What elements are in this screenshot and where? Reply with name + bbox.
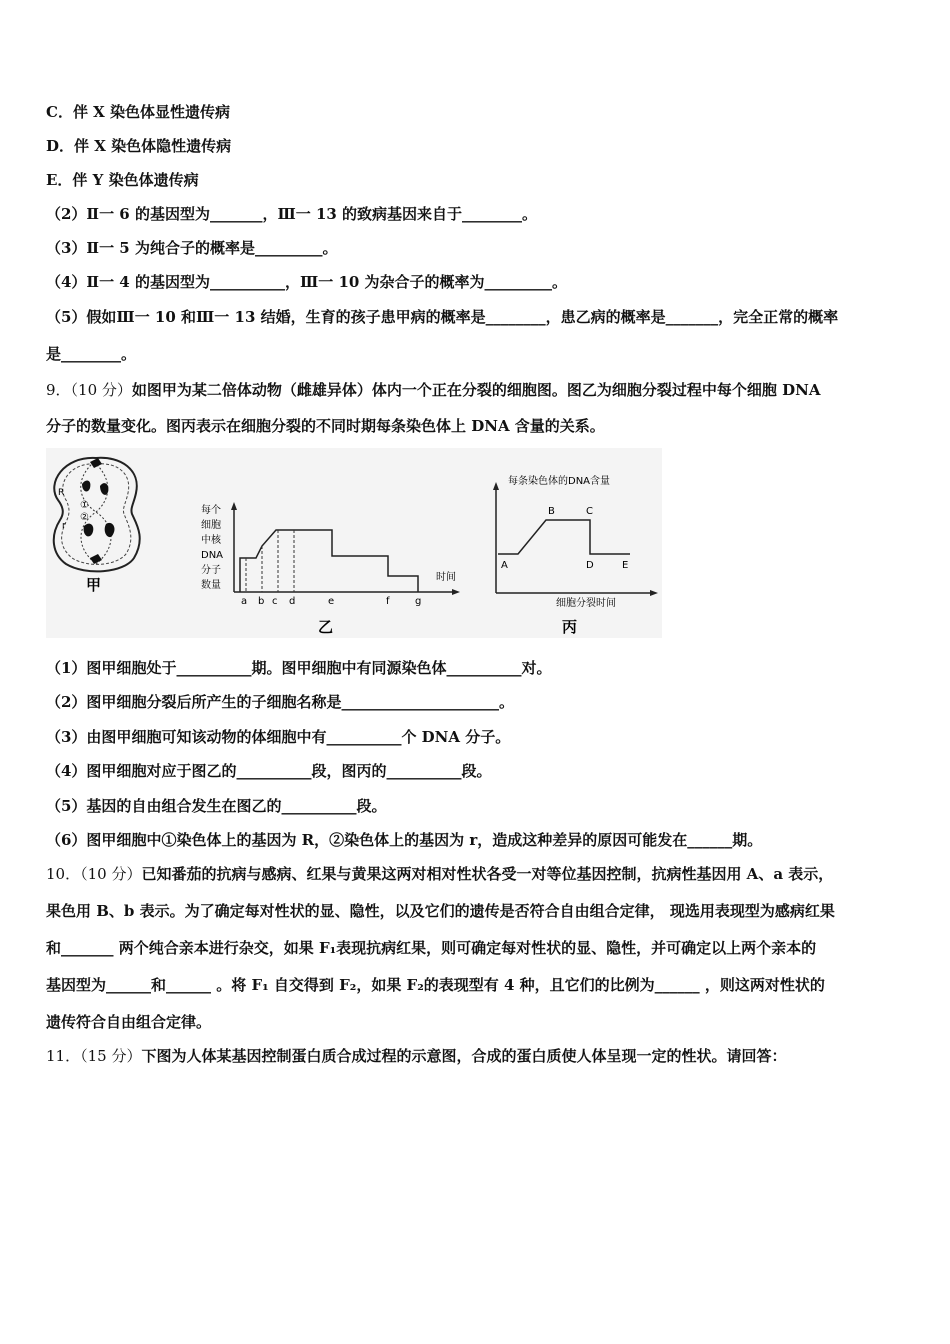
q11-line1 (46, 1046, 786, 1066)
yi-tick-f: f (386, 596, 390, 607)
yi-tick-b: b (258, 596, 265, 607)
label-bing: 丙 (562, 618, 578, 636)
q8-part5-line2: 是________。 (46, 345, 137, 363)
yi-tick-e: e (328, 596, 335, 607)
yi-tick-g: g (415, 596, 422, 607)
option-d: D．伴 X 染色体隐性遗传病 (46, 137, 232, 155)
q11-number: 11．（15 分） (46, 1047, 142, 1065)
q9-part3: （3）由图甲细胞可知该动物的体细胞中有__________个 DNA 分子。 (46, 728, 511, 746)
yi-ylabel-6: 数量 (201, 580, 221, 591)
label-yi: 乙 (318, 618, 334, 636)
label-jia: 甲 (86, 576, 102, 594)
q10-line5: 遗传符合自由组合定律。 (46, 1013, 212, 1031)
option-c: C．伴 X 染色体显性遗传病 (46, 103, 231, 121)
yi-ylabel-4: DNA (201, 550, 224, 561)
bing-ylabel: 每条染色体的DNA含量 (508, 476, 611, 487)
q9-stem-line1 (46, 380, 821, 400)
bing-point-c: C (586, 506, 593, 517)
q9-part1: （1）图甲细胞处于__________期。图甲细胞中有同源染色体__________对。 (46, 659, 552, 677)
q8-part5-line1: （5）假如Ⅲ一 10 和Ⅲ一 13 结婚，生育的孩子患甲病的概率是________，患乙病的概率是_______，完全正常的概率 (46, 308, 839, 326)
q10-line4: 基因型为______和______ 。将 F₁ 自交得到 F₂，如果 F₂的表现型有 4 种，且它们的比例为______ ，则这两对性状的 (46, 976, 825, 994)
bing-point-e: E (622, 560, 629, 571)
yi-tick-a: a (241, 596, 248, 607)
yi-xlabel: 时间 (436, 572, 456, 583)
q10-line2: 果色用 B、b 表示。为了确定每对性状的显、隐性，以及它们的遗传是否符合自由组合定律， 现选用表现型为感病红果 (46, 902, 835, 920)
q10-line1 (46, 864, 833, 884)
yi-tick-d: d (289, 596, 296, 607)
yi-ylabel-2: 细胞 (201, 520, 221, 531)
q9-part4: （4）图甲细胞对应于图乙的__________段，图丙的__________段。 (46, 762, 492, 780)
yi-ylabel-1: 每个 (201, 505, 221, 516)
q9-text: 如图甲为某二倍体动物（雌雄异体）体内一个正在分裂的细胞图。图乙为细胞分裂过程中每个细胞 DNA (131, 381, 821, 399)
chrom-label-2: ② (80, 512, 89, 523)
chrom-label-1: ① (80, 500, 89, 511)
chrom-label-r-upper: R (58, 488, 65, 498)
yi-ylabel-3: 中核 (201, 535, 221, 546)
bing-xlabel: 细胞分裂时间 (556, 598, 616, 609)
q9-number: 9．（10 分） (46, 381, 132, 399)
q10-number: 10．（10 分） (46, 865, 142, 883)
yi-ylabel-5: 分子 (201, 565, 221, 576)
chrom-label-r-lower: r (62, 521, 66, 531)
q8-part4: （4）Ⅱ一 4 的基因型为__________，Ⅲ一 10 为杂合子的概率为_________。 (46, 273, 568, 291)
bing-point-d: D (586, 560, 594, 571)
q10-text-1: 已知番茄的抗病与感病、红果与黄果这两对相对性状各受一对等位基因控制，抗病性基因用 A、a 表示， (141, 865, 834, 883)
bing-point-b: B (548, 506, 555, 517)
q9-part6: （6）图甲细胞中①染色体上的基因为 R，②染色体上的基因为 r，造成这种差异的原因可能发在______期。 (46, 831, 763, 849)
q8-part3: （3）Ⅱ一 5 为纯合子的概率是_________。 (46, 239, 338, 257)
q8-part2: （2）Ⅱ一 6 的基因型为_______，Ⅲ一 13 的致病基因来自于________。 (46, 205, 538, 223)
q9-part2: （2）图甲细胞分裂后所产生的子细胞名称是_____________________。 (46, 693, 514, 711)
option-e: E．伴 Y 染色体遗传病 (46, 171, 199, 189)
q9-part5: （5）基因的自由组合发生在图乙的__________段。 (46, 797, 387, 815)
q11-text: 下图为人体某基因控制蛋白质合成过程的示意图，合成的蛋白质使人体呈现一定的性状。请回答： (141, 1047, 787, 1065)
bing-point-a: A (501, 560, 508, 571)
yi-tick-c: c (272, 596, 278, 607)
cell-division-figure (46, 448, 662, 638)
q10-line3: 和_______ 两个纯合亲本进行杂交，如果 F₁表现抗病红果，则可确定每对性状的显、隐性，并可确定以上两个亲本的 (46, 939, 817, 957)
q9-stem-line2: 分子的数量变化。图丙表示在细胞分裂的不同时期每条染色体上 DNA 含量的关系。 (46, 417, 605, 435)
